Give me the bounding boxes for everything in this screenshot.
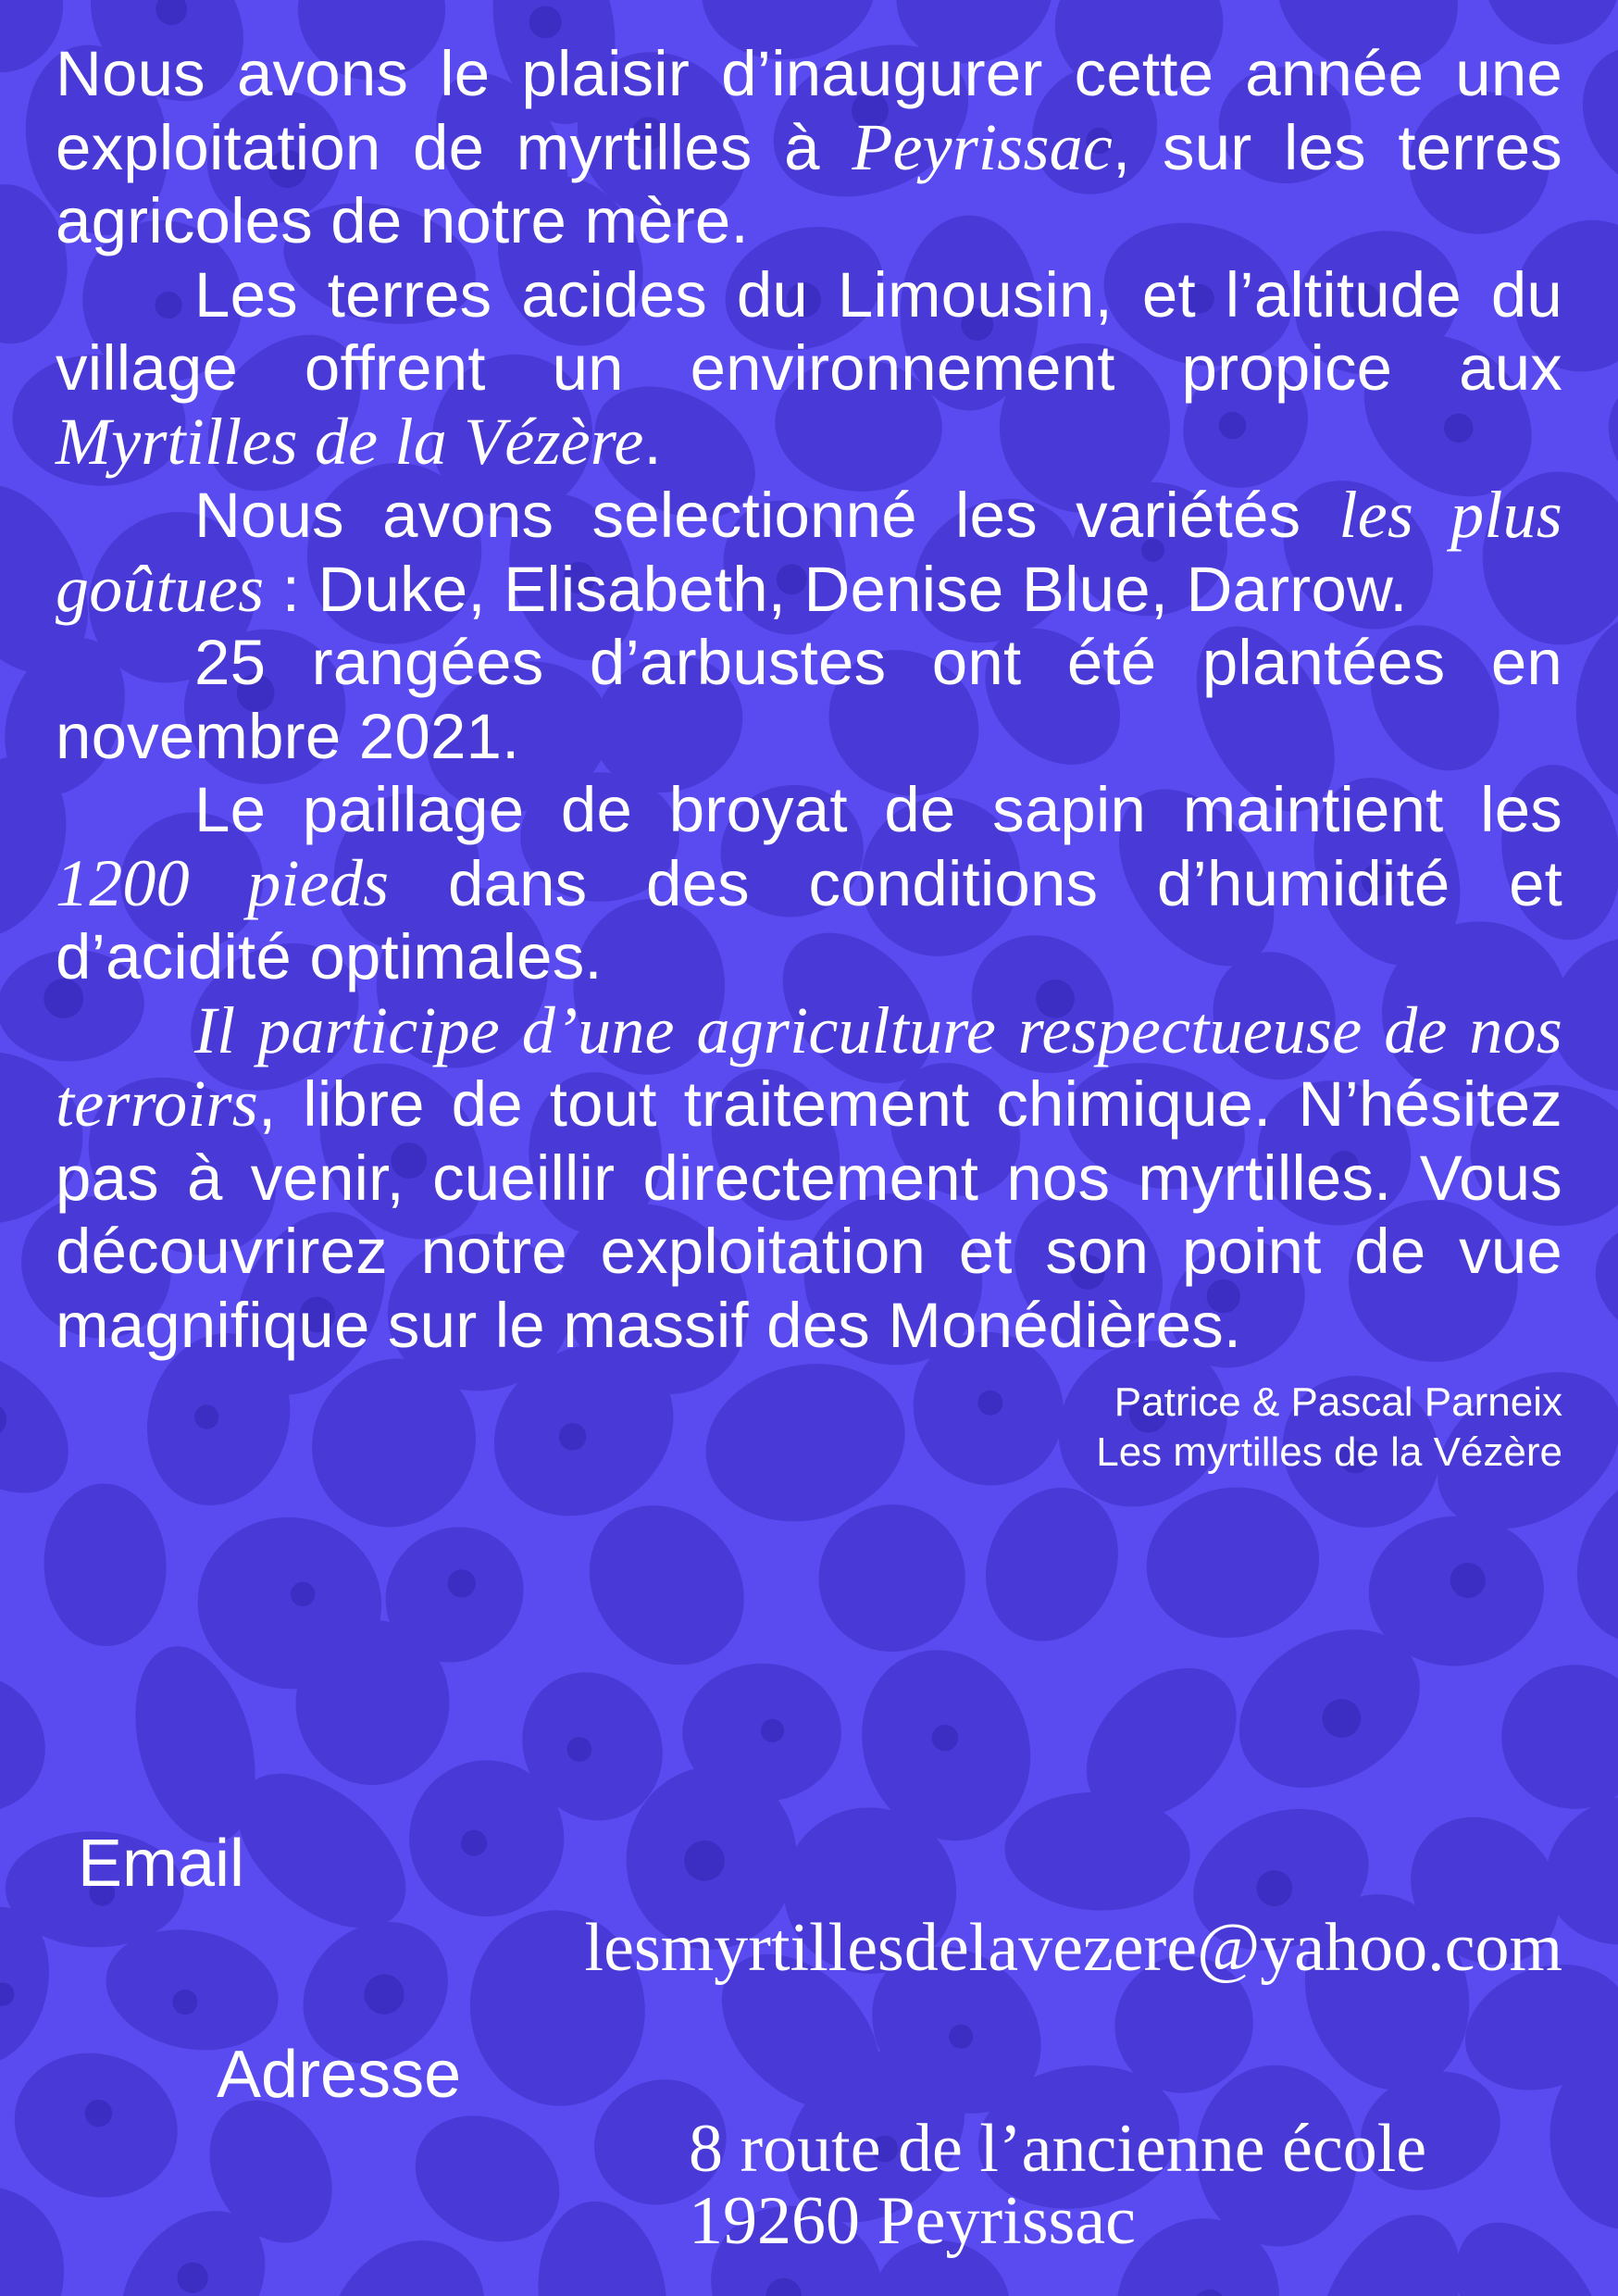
email-label: Email (78, 1827, 245, 1901)
italic-phrase: Il participe d’une agriculture respectueuse de nos terroirs (56, 992, 1562, 1141)
intro-paragraph-2 (56, 258, 1562, 480)
address-line-2: 19260 Peyrissac (689, 2183, 1136, 2259)
text-span: , libre de tout traitement chimique. N’hésitez pas à venir, cueillir directement nos myrtilles. Vous découvrirez notre exploitation et son point de vue magnifique sur le massif des Monédières. (56, 1068, 1562, 1361)
italic-phrase: les plus goûtues (56, 478, 1562, 626)
text-span: Nous avons le plaisir d’inaugurer cette année une exploitation de myrtilles à (56, 38, 1562, 183)
text-span: dans des conditions d’humidité et d’acidité optimales. (56, 847, 1563, 992)
plant-count: 1200 pieds (56, 845, 390, 920)
text-span: , sur les terres agricoles de notre mère. (56, 111, 1562, 256)
signature (1096, 1378, 1562, 1478)
intro-paragraph-3 (56, 479, 1562, 626)
brand-name: Myrtilles de la Vézère (56, 404, 644, 479)
intro-paragraph-6 (56, 994, 1562, 1363)
varieties-list: : Duke, Elisabeth, Denise Blue, Darrow. (264, 553, 1408, 625)
address-label: Adresse (217, 2038, 462, 2112)
intro-text (56, 37, 1562, 1362)
text-span: . (643, 406, 662, 478)
text-span: Nous avons selectionné les variétés (194, 480, 1339, 551)
village-name: Peyrissac (852, 109, 1114, 184)
intro-paragraph-5 (56, 773, 1562, 994)
signature-business: Les myrtilles de la Vézère (1096, 1429, 1562, 1475)
text-span: Les terres acides du Limousin, et l’altitude du village offrent un environnement propice aux (56, 258, 1562, 404)
intro-paragraph-1 (56, 37, 1562, 258)
address-block (689, 2113, 1426, 2257)
intro-paragraph-4: 25 rangées d’arbustes ont été plantées en novembre 2021. (56, 627, 1562, 772)
email-address[interactable]: lesmyrtillesdelavezere@yahoo.com (584, 1910, 1562, 1986)
signature-names: Patrice & Pascal Parneix (1114, 1379, 1562, 1425)
text-span: Le paillage de broyat de sapin maintient les (194, 774, 1562, 845)
address-line-1: 8 route de l’ancienne école (689, 2111, 1427, 2187)
